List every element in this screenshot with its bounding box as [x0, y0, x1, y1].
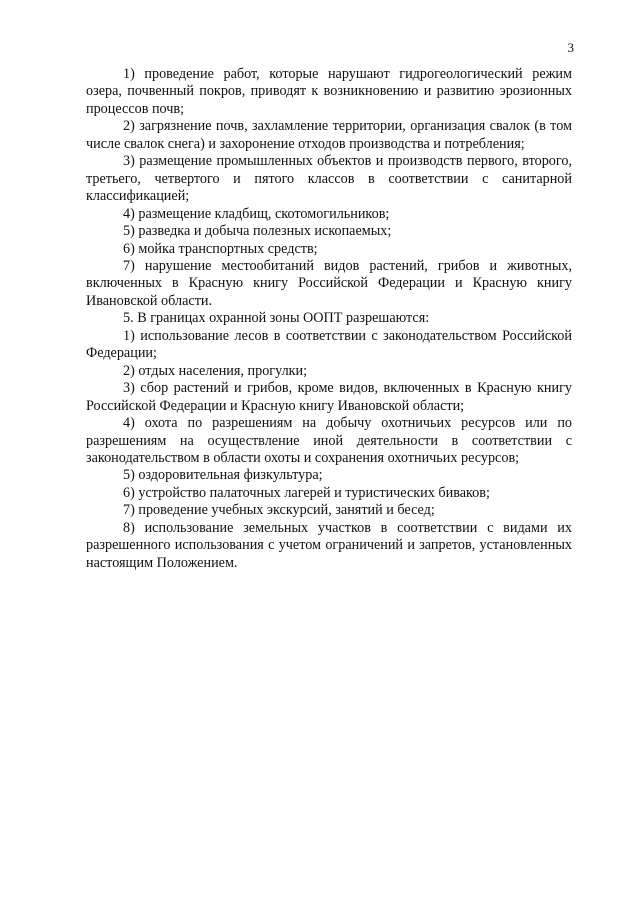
- document-body: [86, 66, 572, 572]
- prohibition-item-5: 5) разведка и добыча полезных ископаемых;: [123, 223, 392, 240]
- permitted-item-2: 2) отдых населения, прогулки;: [123, 362, 308, 379]
- prohibition-item-7: 7) нарушение местообитаний видов растений, грибов и животных, включенных в Красную книгу Российской Федерации и Красную книгу Ивановской области.: [86, 257, 572, 309]
- permitted-item-4: 4) охота по разрешениям на добычу охотничьих ресурсов или по разрешениям на осуществление иной деятельности в соответствии с законодательством в области охоты и сохранения охотничьих ресурсов;: [86, 415, 572, 466]
- permitted-item-6: 6) устройство палаточных лагерей и туристических биваков;: [123, 484, 490, 501]
- prohibition-item-4: 4) размещение кладбищ, скотомогильников;: [123, 205, 390, 222]
- permitted-item-5: 5) оздоровительная физкультура;: [123, 467, 323, 484]
- permitted-item-3: 3) сбор растений и грибов, кроме видов, включенных в Красную книгу Российской Федерации и Красную книгу Ивановской области;: [86, 380, 572, 414]
- prohibition-item-1: 1) проведение работ, которые нарушают гидрогеологический режим озера, почвенный покров, приводят к возникновению и развитию эрозионных процессов почв;: [86, 66, 572, 117]
- permitted-item-8: 8) использование земельных участков в соответствии с видами их разрешенного использования с учетом ограничений и запретов, установленных настоящим Положением.: [86, 519, 572, 571]
- prohibition-item-2: 2) загрязнение почв, захламление территории, организация свалок (в том числе свалок снега) и захоронение отходов производства и потребления;: [86, 118, 572, 152]
- prohibition-item-3: 3) размещение промышленных объектов и производств первого, второго, третьего, четвертого и пятого классов в соответствии с санитарной классификацией;: [86, 153, 572, 205]
- page-number: 3: [567, 40, 574, 55]
- permitted-item-1: 1) использование лесов в соответствии с законодательством Российской Федерации;: [86, 327, 572, 362]
- permitted-item-7: 7) проведение учебных экскурсий, занятий и бесед;: [123, 502, 435, 519]
- section-5-heading: 5. В границах охранной зоны ООПТ разрешаются:: [123, 310, 430, 327]
- prohibition-item-6: 6) мойка транспортных средств;: [123, 240, 318, 257]
